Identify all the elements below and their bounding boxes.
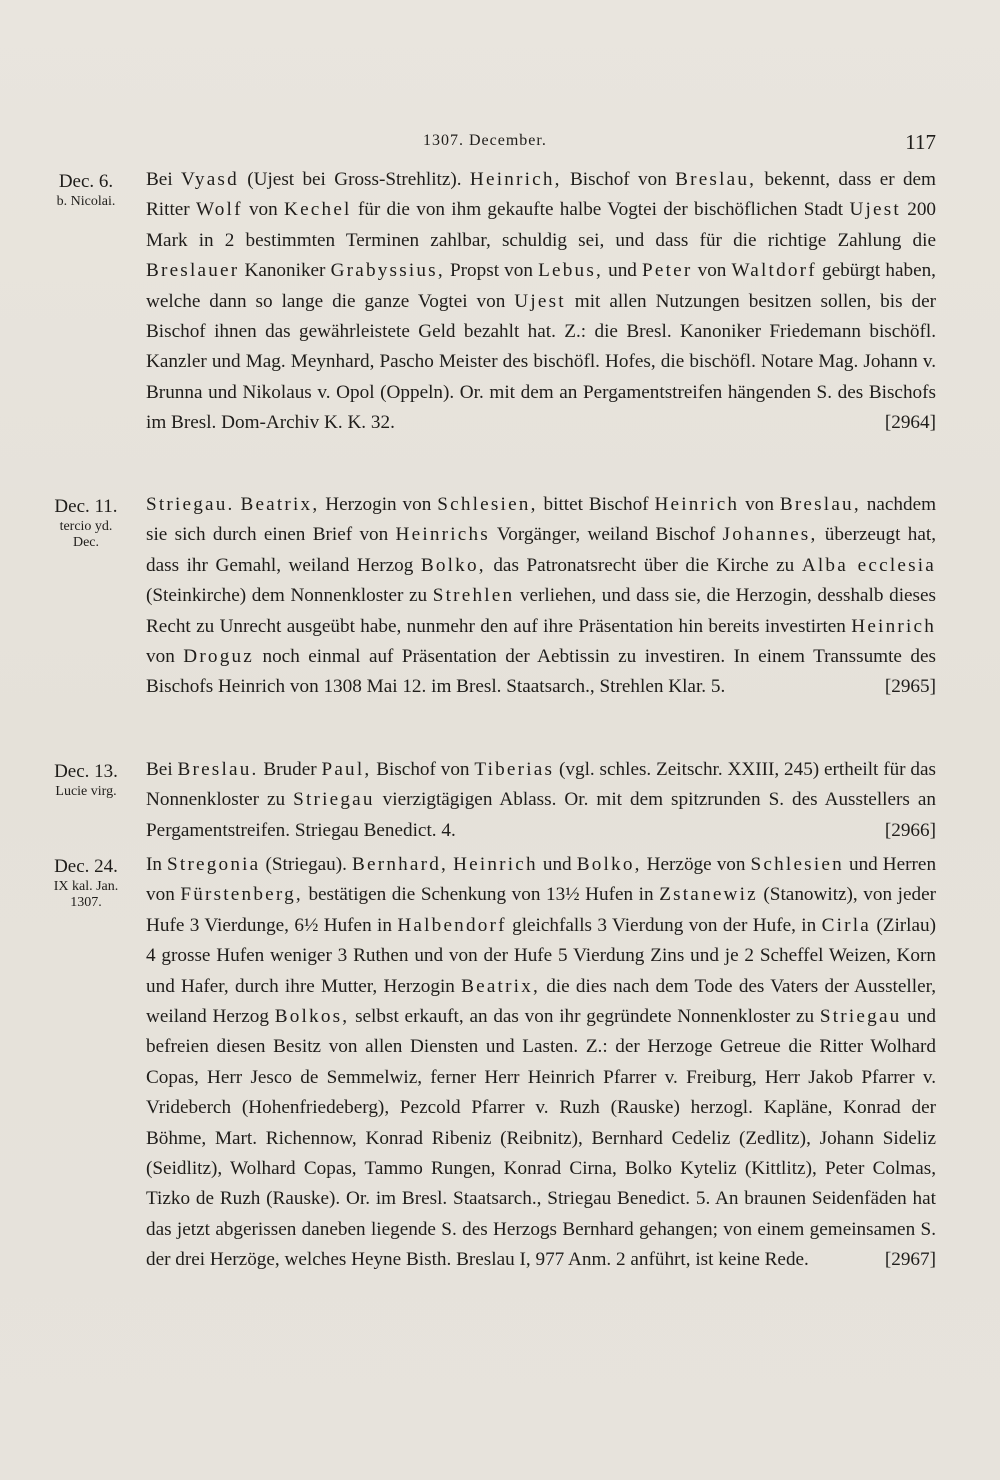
text-run: gebürgt haben, welche dann so lange die ganze Vogtei von bbox=[146, 260, 936, 312]
spaced-name: Fürstenberg, bbox=[180, 884, 303, 906]
text-run: und Herren von bbox=[146, 854, 937, 906]
entry-date: Dec. 13. bbox=[54, 761, 118, 782]
text-run: Bei bbox=[146, 759, 178, 780]
spaced-name: Droguz bbox=[183, 646, 255, 668]
text-run: vierzigtägigen Ablass. Or. mit dem spitzrunden S. des Ausstellers an Pergamentstreifen. Striegau Benedict. 4. bbox=[146, 789, 936, 841]
text-run: (Ujest bei Gross-Strehlitz). bbox=[238, 169, 470, 190]
text-run: die dies nach dem Tode des Vaters der Aussteller, weiland Herzog bbox=[146, 975, 936, 1028]
running-head bbox=[0, 126, 1000, 156]
margin-date-note bbox=[28, 494, 144, 551]
entry-2967 bbox=[0, 850, 1000, 1276]
spaced-name: Zstanewiz bbox=[659, 884, 758, 906]
text-run: Herzöge von bbox=[641, 854, 751, 875]
text-run: (vgl. schles. Zeitschr. XXIII, 245) ertheilt für das Nonnenkloster zu bbox=[146, 759, 936, 811]
text-run: bestätigen die Schenkung von 13½ Hufen in bbox=[302, 884, 660, 906]
text-run: Vorgänger, weiland Bischof bbox=[489, 524, 723, 546]
spaced-name: Cirla bbox=[821, 914, 871, 936]
text-run: Kanoniker bbox=[239, 260, 331, 282]
text-run: das Patronatsrecht über die Kirche zu bbox=[485, 554, 802, 576]
entry-feast: b. Nicolai. bbox=[56, 194, 116, 209]
spaced-name: Ujest bbox=[514, 290, 566, 312]
text-run: für die von ihm gekaufte halbe Vogtei der bischöflichen Stadt bbox=[351, 199, 850, 221]
spaced-name: Alba ecclesia bbox=[801, 554, 936, 576]
text-run: Bei bbox=[146, 169, 181, 190]
spaced-name: Grabyssius, bbox=[330, 260, 445, 282]
register-number: [2964] bbox=[884, 412, 936, 434]
text-run: (Steinkirche) dem Nonnenkloster zu bbox=[146, 585, 433, 607]
spaced-name: Wolf bbox=[195, 199, 243, 221]
text-run: und befreien diesen Besitz von allen Diensten und Lasten. Z.: der Herzoge Getreue die Ritter Wolhard Copas, Herr Jesco de Semmelwiz, ferner Herr Heinrich Pfarrer v. Freiburg, Herr Jakob Pfarrer v. Vrideberch (Hohenfriedeberg), Pezcold Pfarrer v. Ruzh (Rauske) herzogl. Kapläne, Konrad der Böhme, Mart. Richennow, Konrad Ribeniz (Reibnitz), Bernhard Cedeliz (Zedlitz), Johann Sideliz (Seidlitz), Wolhard Copas, Tammo Rungen, Konrad Cirna, Bolko Kyteliz (Kittlitz), Peter Colmas, Tizko de Ruzh (Rauske). Or. im Bresl. Staatsarch., Striegau Benedict. 5. An braunen Seidenfäden hat das jetzt abgerissen daneben liegende S. des Herzogs Bernhard gehangen; von einem gemeinsamen S. der drei Herzöge, welches Heyne Bisth. Breslau I, 977 Anm. 2 anführt, ist keine Rede. bbox=[146, 1006, 936, 1271]
text-run: gleichfalls 3 Vierdung von der Hufe, in bbox=[506, 914, 822, 936]
text-run: von bbox=[692, 260, 732, 282]
entry-body bbox=[146, 490, 936, 703]
text-run: In bbox=[146, 854, 168, 875]
spaced-name: Schlesien bbox=[750, 854, 844, 875]
spaced-name: Kechel bbox=[284, 199, 352, 221]
spaced-name: Striegau bbox=[293, 789, 375, 811]
text-run: selbst erkauft, an das von ihr gegründete Nonnenkloster zu bbox=[349, 1006, 820, 1028]
entry-feast: IX kal. Jan. bbox=[53, 879, 119, 894]
spaced-name: Vyasd bbox=[180, 169, 239, 190]
entry-date: Dec. 11. bbox=[54, 496, 118, 517]
entry-2964 bbox=[0, 165, 1000, 490]
text-run: 200 Mark in 2 bestimmten Terminen zahlbar, schuldig sei, und dass für die richtige Zahlung die bbox=[146, 199, 937, 251]
text-run: und bbox=[537, 854, 577, 875]
spaced-name: Striegau bbox=[819, 1006, 902, 1028]
register-number: [2966] bbox=[884, 819, 936, 841]
margin-date-note bbox=[28, 169, 144, 210]
entry-text bbox=[146, 755, 936, 846]
entry-2965 bbox=[0, 490, 1000, 755]
text-run: (Stanowitz), von jeder Hufe 3 Vierdunge, 6½ Hufen in bbox=[146, 884, 937, 936]
spaced-name: Heinrichs bbox=[395, 524, 490, 546]
spaced-name: Breslau. bbox=[177, 759, 259, 780]
spaced-name: Bernhard, bbox=[352, 854, 449, 875]
text-run: Propst von bbox=[444, 260, 539, 282]
register-number: [2965] bbox=[884, 676, 936, 698]
text-run: Bischof von bbox=[561, 169, 676, 190]
spaced-name: Heinrich, bbox=[469, 169, 562, 190]
spaced-name: Schlesien, bbox=[437, 494, 538, 515]
spaced-name: Breslau, bbox=[779, 494, 861, 515]
text-run: noch einmal auf Präsentation der Aebtissin zu investiren. In einem Transsumte des Bischofs Heinrich von 1308 Mai 12. im Bresl. Staatsarch., Strehlen Klar. 5. bbox=[146, 646, 936, 698]
spaced-name: Stregonia bbox=[167, 854, 261, 875]
text-run: bekennt, dass er dem Ritter bbox=[146, 169, 936, 221]
entry-feast-line2: 1307. bbox=[70, 895, 102, 910]
entry-body bbox=[146, 165, 936, 439]
spaced-name: Paul, bbox=[321, 759, 372, 780]
spaced-name: Bolkos, bbox=[274, 1006, 350, 1028]
register-number: [2967] bbox=[884, 1249, 936, 1271]
text-run: und bbox=[602, 260, 643, 282]
entry-feast: Lucie virg. bbox=[55, 784, 117, 799]
text-run: von bbox=[146, 646, 184, 668]
entry-text bbox=[146, 165, 936, 439]
text-run: (Zirlau) 4 grosse Hufen weniger 3 Ruthen und von der Hufe 5 Vierdung Zins und je 2 Scheffel Weizen, Korn und Hafer, durch ihre Mutter, Herzogin bbox=[146, 914, 937, 997]
entry-feast-line2: Dec. bbox=[72, 535, 100, 550]
text-run: bittet Bischof bbox=[537, 494, 655, 515]
entry-text bbox=[146, 850, 936, 1276]
spaced-name: Halbendorf bbox=[397, 914, 507, 936]
margin-date-note bbox=[28, 759, 144, 800]
spaced-name: Bolko, bbox=[576, 854, 642, 875]
spaced-name: Bolko, bbox=[420, 554, 486, 576]
spaced-name: Beatrix, bbox=[240, 494, 320, 515]
spaced-name: Breslau, bbox=[675, 169, 757, 190]
entry-feast: tercio yd. bbox=[59, 519, 113, 534]
spaced-name: Tiberias bbox=[474, 759, 555, 780]
spaced-name: Heinrich bbox=[453, 854, 538, 875]
entry-date: Dec. 6. bbox=[58, 171, 114, 192]
spaced-name: Waltdorf bbox=[731, 260, 817, 282]
page-number: 117 bbox=[905, 130, 936, 154]
spaced-name: Ujest bbox=[849, 199, 901, 221]
spaced-name: Lebus, bbox=[538, 260, 603, 282]
entry-date: Dec. 24. bbox=[54, 856, 118, 877]
spaced-name: Striegau. bbox=[146, 494, 235, 515]
entry-text bbox=[146, 490, 936, 703]
entry-list bbox=[0, 165, 1000, 1276]
spaced-name: Strehlen bbox=[432, 585, 515, 607]
text-run: Herzogin von bbox=[319, 494, 438, 515]
spaced-name: Johannes, bbox=[722, 524, 818, 546]
text-run: Bischof von bbox=[371, 759, 475, 780]
text-run: verliehen, und dass sie, die Herzogin, desshalb dieses Recht zu Unrecht ausgeübt habe, nunmehr den auf ihre Präsentation hin bereits investirten bbox=[146, 585, 936, 637]
spaced-name: Breslauer bbox=[146, 260, 240, 282]
text-run: (Striegau). bbox=[260, 854, 353, 875]
text-run: mit allen Nutzungen besitzen sollen, bis der Bischof ihnen das gewährleistete Geld bezahlt hat. Z.: die Bresl. Kanoniker Friedemann bischöfl. Kanzler und Mag. Meynhard, Pascho Meister des bischöfl. Hofes, die bischöfl. Notare Mag. Johann v. Brunna und Nikolaus v. Opol (Oppeln). Or. mit dem an Pergamentstreifen hängenden S. des Bischofs im Bresl. Dom-Archiv K. K. 32. bbox=[146, 290, 936, 434]
spaced-name: Heinrich bbox=[654, 494, 740, 515]
running-title: 1307. December. bbox=[423, 132, 547, 149]
text-run: überzeugt hat, dass ihr Gemahl, weiland Herzog bbox=[146, 524, 936, 576]
text-run: von bbox=[242, 199, 285, 221]
text-run: von bbox=[739, 494, 780, 515]
spaced-name: Heinrich bbox=[851, 615, 936, 637]
text-run: Bruder bbox=[258, 759, 322, 780]
margin-date-note bbox=[28, 854, 144, 911]
entry-body bbox=[146, 755, 936, 846]
entry-body bbox=[146, 850, 936, 1276]
spaced-name: Peter bbox=[642, 260, 693, 282]
spaced-name: Beatrix, bbox=[461, 975, 540, 997]
text-run: nachdem sie sich durch einen Brief von bbox=[146, 494, 937, 546]
entry-2966 bbox=[0, 755, 1000, 850]
